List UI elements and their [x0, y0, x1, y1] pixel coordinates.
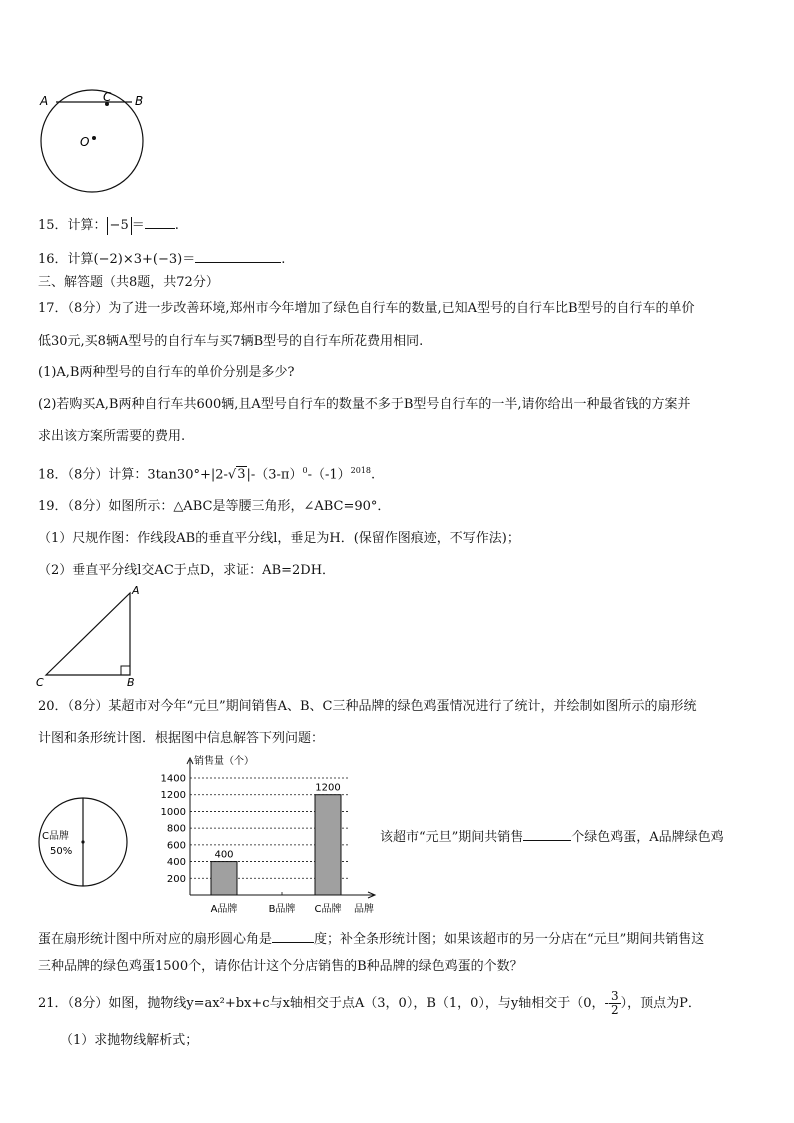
- y-tick-label: 800: [166, 823, 186, 835]
- circle-figure: [34, 88, 154, 194]
- y-tick-label: 1000: [160, 806, 186, 818]
- question-19-part1: （1）尺规作图：作线段AB的垂直平分线l，垂足为H．(保留作图痕迹，不写作法)；: [38, 531, 520, 546]
- label-a: A: [132, 584, 140, 597]
- y-axis-title: 销售量（个）: [194, 756, 254, 767]
- question-15: 15．计算： −5 ＝ .: [38, 214, 179, 235]
- question-17-part1: (1)A,B两种型号的自行车的单价分别是多少?: [38, 365, 295, 380]
- bar-a: [211, 862, 237, 895]
- answer-blank: [523, 826, 571, 841]
- pie-slice-label: C品牌: [42, 831, 69, 842]
- bar-value-label: 1200: [315, 782, 341, 794]
- bar-c: [315, 795, 341, 895]
- x-tick-label: B品牌: [268, 904, 296, 915]
- question-16: 16．计算(−2)×3+(−3)＝ .: [38, 248, 285, 269]
- pie-slice-percent: 50%: [50, 846, 73, 857]
- question-18: 18．（8分）计算：$3\tan 30^\circ+|2-√3|-(3-\pi)^0-(-1)^{2018}$.: [38, 466, 376, 483]
- y-tick-label: 600: [166, 840, 186, 852]
- question-17-part2: (2)若购买A,B两种自行车共600辆,且A型号自行车的数量不多于B型号自行车的一半,请你给出一种最省钱的方案并: [38, 397, 691, 412]
- question-21-line1: 21．（8分）如图，抛物线y=ax²+bx+c与x轴相交于点A（3，0），B（1，0），与y轴相交于（0，- $\frac{3}{2}$ ），顶点为P．: [38, 989, 701, 1017]
- section-heading: 三、解答题（共8题，共72分）: [38, 275, 219, 290]
- fraction: $\frac{3}{2}$: [610, 989, 619, 1017]
- label-b: B: [127, 676, 135, 689]
- question-17-line1: 17．（8分）为了进一步改善环境,郑州市今年增加了绿色自行车的数量,已知A型号的自行车比B型号的自行车的单价: [38, 301, 695, 316]
- label-b: B: [135, 94, 144, 108]
- y-tick-label: 1400: [160, 773, 186, 785]
- question-19-line1: 19．（8分）如图所示：△ABC是等腰三角形，∠ABC=90°．: [38, 499, 391, 514]
- answer-blank: [145, 214, 175, 229]
- y-tick-label: 400: [166, 857, 186, 869]
- label-c: C: [36, 676, 44, 689]
- sqrt-radicand: 3: [237, 467, 246, 483]
- answer-blank: [195, 248, 281, 263]
- question-17-line5: 求出该方案所需要的费用.: [38, 429, 186, 444]
- label-o: O: [80, 135, 90, 149]
- pie-chart: [36, 796, 131, 890]
- question-20-right-text: 该超市“元旦”期间共销售 个绿色鸡蛋，A品牌绿色鸡: [380, 826, 724, 847]
- y-tick-label: 200: [166, 873, 186, 885]
- x-tick-label: A品牌: [210, 904, 238, 915]
- triangle-figure: [32, 582, 147, 690]
- x-axis-title: 品牌: [354, 904, 374, 915]
- label-a: A: [40, 94, 49, 108]
- x-tick-label: C品牌: [314, 904, 342, 915]
- bar-chart: [150, 752, 390, 916]
- abs-value: −5: [107, 217, 132, 235]
- question-20-line2: 计图和条形统计图．根据图中信息解答下列问题：: [38, 731, 325, 746]
- y-tick-label: 1200: [160, 790, 186, 802]
- question-17-line2: 低30元,买8辆A型号的自行车与买7辆B型号的自行车所花费用相同.: [38, 334, 424, 349]
- question-20-line1: 20．（8分）某超市对今年“元旦”期间销售A、B、C三种品牌的绿色鸡蛋情况进行了统计，并绘制如图所示的扇形统: [38, 699, 697, 714]
- label-c: C: [103, 90, 112, 104]
- question-19-part2: （2）垂直平分线l交AC于点D，求证：AB=2DH．: [38, 563, 336, 578]
- answer-blank: [272, 928, 314, 943]
- question-20-line4: 三种品牌的绿色鸡蛋1500个，请你估计这个分店销售的B种品牌的绿色鸡蛋的个数？: [38, 959, 523, 974]
- question-20-line3: 蛋在扇形统计图中所对应的扇形圆心角是 度；补全条形统计图；如果该超市的另一分店在“元旦”期间共销售这: [38, 928, 704, 949]
- bar-value-label: 400: [214, 849, 234, 861]
- question-21-part1: （1）求抛物线解析式；: [60, 1033, 199, 1048]
